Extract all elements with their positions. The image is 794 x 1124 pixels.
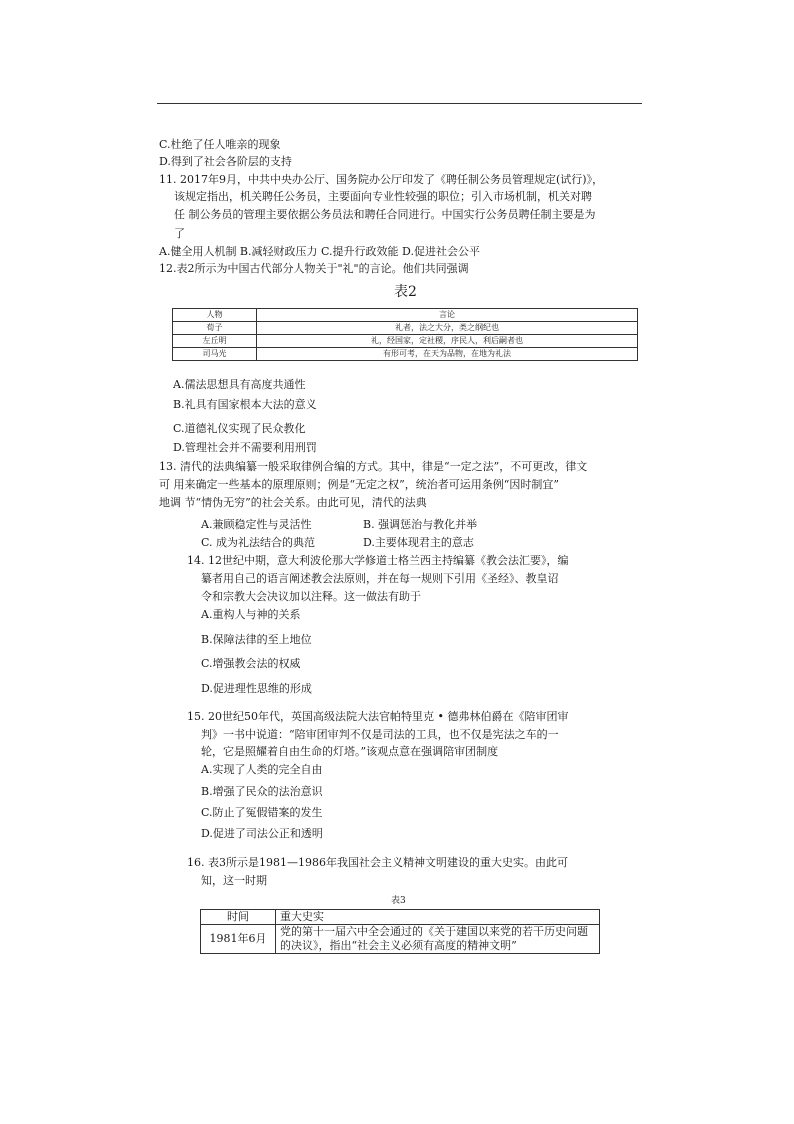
q14-option-c: C.增强教会法的权威 — [201, 657, 301, 670]
table-row — [173, 322, 638, 335]
q13-stem-line-3: 地调 节“情伪无穷”的社会关系。由此可见，清代的法典 — [159, 496, 427, 509]
table-header-cell: 重大史实 — [276, 910, 600, 925]
q11-stem-line-4: 了 — [174, 227, 185, 240]
q15-stem-line-2: 判》一书中说道：“陪审团审判不仅是司法的工具，也不仅是宪法之车的一 — [201, 728, 559, 741]
table-row — [173, 348, 638, 361]
table-header-cell: 时间 — [201, 910, 276, 925]
table-cell: 司马光 — [173, 348, 257, 361]
table-row — [173, 309, 638, 322]
q12-option-b: B.礼具有国家根本大法的意义 — [173, 398, 317, 411]
table-cell: 党的第十一届六中全会通过的《关于建国以来党的若干历史问题的决议》，指出“社会主义必须有高度的精神文明” — [276, 925, 600, 954]
q14-option-b: B.保障法律的至上地位 — [201, 633, 312, 646]
table-cell: 1981年6月 — [201, 925, 276, 954]
q13-stem-line-1: 13. 清代的法典编纂一般采取律例合编的方式。其中，律是“一定之法”，不可更改，律文 — [159, 460, 588, 473]
q14-stem-line-3: 令和宗教大会决议加以注释。这一做法有助于 — [201, 590, 421, 603]
q15-stem-line-1: 15. 20世纪50年代，英国高级法院大法官帕特里克 • 德弗林伯爵在《陪审团审 — [187, 710, 569, 723]
q14-stem-line-2: 纂者用自己的语言阐述教会法原则，并在每一规则下引用《圣经》、教皇诏 — [201, 572, 559, 585]
q11-options: A.健全用人机制 B.减轻财政压力 C.提升行政效能 D.促进社会公平 — [159, 245, 480, 258]
q14-option-a: A.重构人与神的关系 — [201, 608, 301, 621]
q15-option-c: C.防止了冤假错案的发生 — [201, 806, 323, 819]
q12-option-c: C.道德礼仪实现了民众教化 — [173, 422, 306, 435]
header-rule — [157, 103, 642, 104]
table-3 — [200, 909, 600, 954]
q11-stem-line-3: 任 制公务员的管理主要依据公务员法和聘任合同进行。中国实行公务员聘任制主要是为 — [174, 208, 596, 221]
q16-stem-line-2: 知，这一时期 — [201, 874, 267, 887]
q14-stem-line-1: 14. 12世纪中期，意大利波伦那大学修道士格兰西主持编纂《教会法汇要》，编 — [187, 554, 569, 567]
table-2-title: 表2 — [394, 284, 417, 300]
q13-option-a: A.兼顾稳定性与灵活性 — [201, 518, 312, 531]
table-header-cell: 言论 — [257, 309, 638, 322]
table-2 — [172, 308, 638, 361]
table-cell: 礼者，法之大分，类之纲纪也 — [257, 322, 638, 335]
q13-stem-line-2: 可 用来确定一些基本的原理原则；例是“无定之权”，统治者可运用条例“因时制宜” — [159, 478, 559, 491]
table-row — [201, 925, 600, 954]
q15-option-b: B.增强了民众的法治意识 — [201, 785, 323, 798]
table-cell: 有形可考，在天为品物，在地为礼法 — [257, 348, 638, 361]
q12-stem: 12.表2所示为中国古代部分人物关于"礼"的言论。他们共同强调 — [159, 262, 469, 275]
q14-option-d: D.促进理性思维的形成 — [201, 682, 312, 695]
q13-option-c: C. 成为礼法结合的典范 — [201, 536, 316, 549]
table-header-cell: 人物 — [173, 309, 257, 322]
table-cell: 左丘明 — [173, 335, 257, 348]
q11-stem-line-1: 11. 2017年9月，中共中央办公厅、国务院办公厅印发了《聘任制公务员管理规定(试行)》， — [159, 173, 604, 186]
table-cell: 礼，经国家，定社稷，序民人，利后嗣者也 — [257, 335, 638, 348]
q10-option-c: C.杜绝了任人唯亲的现象 — [159, 138, 281, 151]
table-3-title: 表3 — [391, 896, 406, 906]
q12-option-a: A.儒法思想具有高度共通性 — [173, 378, 306, 391]
q13-option-d: D.主要体现君主的意志 — [363, 536, 474, 549]
table-row — [201, 910, 600, 925]
q16-stem-line-1: 16. 表3所示是1981—1986年我国社会主义精神文明建设的重大史实。由此可 — [187, 856, 568, 869]
q13-option-b: B. 强调惩治与教化并举 — [363, 518, 478, 531]
table-cell: 荀子 — [173, 322, 257, 335]
q10-option-d: D.得到了社会各阶层的支持 — [159, 155, 292, 168]
q11-stem-line-2: 该规定指出，机关聘任公务员，主要面向专业性较强的职位；引入市场机制，机关对聘 — [174, 190, 592, 203]
q12-option-d: D.管理社会并不需要利用刑罚 — [173, 441, 317, 454]
q15-option-d: D.促进了司法公正和透明 — [201, 827, 323, 840]
q15-stem-line-3: 轮，它是照耀着自由生命的灯塔。”该观点意在强调陪审团制度 — [201, 745, 499, 758]
q15-option-a: A.实现了人类的完全自由 — [201, 763, 323, 776]
table-row — [173, 335, 638, 348]
